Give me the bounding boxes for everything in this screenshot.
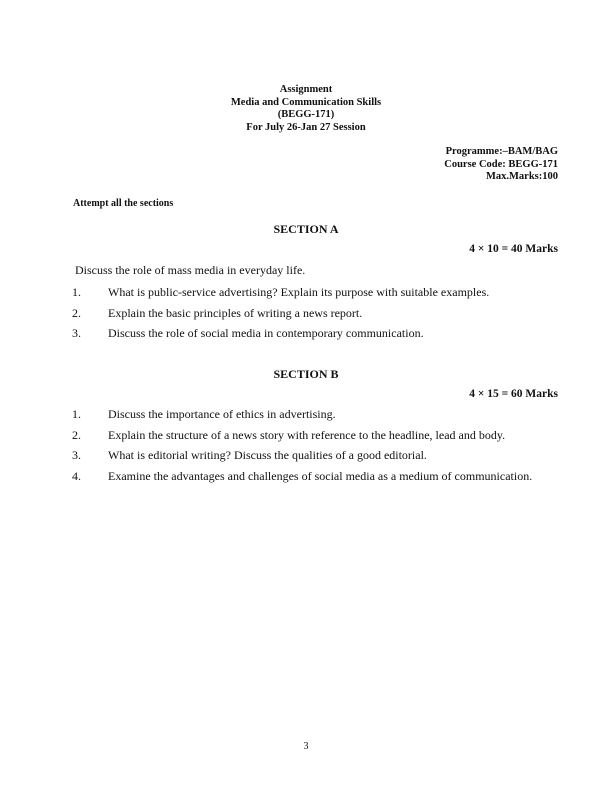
question-text: Discuss the role of social media in contemporary communication. xyxy=(108,326,424,340)
section-b-heading: SECTION B xyxy=(273,367,339,381)
question-number: 3. xyxy=(72,448,81,462)
question-text: What is public-service advertising? Explain its purpose with suitable examples. xyxy=(108,285,490,299)
section-a-marks: 4 × 10 = 40 Marks xyxy=(469,243,558,255)
question-item xyxy=(72,407,572,428)
question-item xyxy=(72,285,572,306)
section-b-question-list xyxy=(72,407,572,489)
question-text: Examine the advantages and challenges of social media as a medium of communication. xyxy=(108,468,533,483)
question-number: 2. xyxy=(72,305,81,320)
question-number: 1. xyxy=(72,407,81,421)
course-code-heading: (BEGG-171) xyxy=(277,109,335,120)
session-label: For July 26-Jan 27 Session xyxy=(246,121,366,133)
max-marks-label: Max.Marks:100 xyxy=(485,171,558,182)
course-meta xyxy=(444,146,558,184)
question-number: 4. xyxy=(72,468,81,483)
question-text: Discuss the importance of ethics in advertising. xyxy=(108,407,336,421)
section-a-question-list xyxy=(72,285,572,347)
section-a-heading: SECTION A xyxy=(273,222,339,236)
section-b-marks: 4 × 15 = 60 Marks xyxy=(469,388,558,400)
course-code-label: Course Code: BEGG-171 xyxy=(444,158,558,170)
question-item xyxy=(72,428,572,449)
question-number: 1. xyxy=(72,285,81,299)
page-number: 3 xyxy=(303,741,309,752)
question-item xyxy=(72,469,572,490)
document-header xyxy=(0,84,612,134)
question-text: What is editorial writing? Discuss the qualities of a good editorial. xyxy=(108,448,427,462)
programme-label: Programme:–BAM/BAG xyxy=(445,146,558,157)
assignment-title: Assignment xyxy=(279,84,333,95)
course-name: Media and Communication Skills xyxy=(230,96,382,108)
question-text: Explain the basic principles of writing a news report. xyxy=(108,305,363,320)
question-number: 3. xyxy=(72,326,81,340)
instruction-text: Attempt all the sections xyxy=(73,198,174,209)
question-number: 2. xyxy=(72,427,81,442)
section-a-intro: Discuss the role of mass media in everyday life. xyxy=(75,263,306,277)
question-item xyxy=(72,306,572,327)
question-item xyxy=(72,326,572,347)
question-item xyxy=(72,448,572,469)
question-text: Explain the structure of a news story with reference to the headline, lead and body. xyxy=(108,427,506,442)
